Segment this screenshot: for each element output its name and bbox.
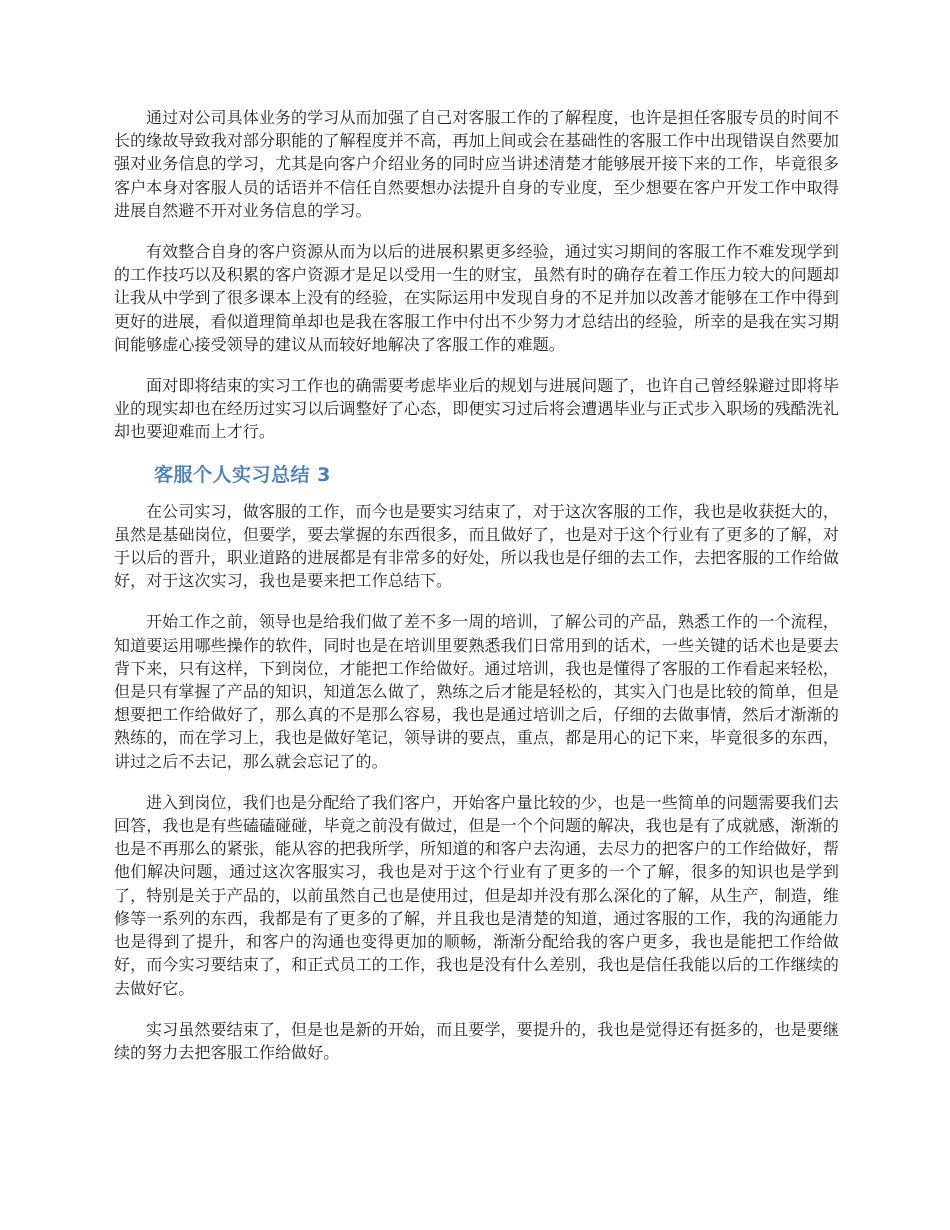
document-page bbox=[114, 106, 839, 1082]
section-heading-3: 客服个人实习总结 3 bbox=[154, 463, 331, 486]
paragraph-graduation-planning: 面对即将结束的实习工作也的确需要考虑毕业后的规划与进展问题了，也许自己曾经躲避过即将毕业的现实却也在经历过实习以后调整好了心态，即便实习过后将会遭遇毕业与正式步入职场的残酷洗礼却也要迎难而上才行。 bbox=[114, 376, 839, 442]
paragraph-training: 开始工作之前，领导也是给我们做了差不多一周的培训，了解公司的产品，熟悉工作的一个流程，知道要运用哪些操作的软件，同时也是在培训里要熟悉我们日常用到的话术，一些关键的话术也是要去背下来，只有这样，下到岗位，才能把工作给做好。通过培训，我也是懂得了客服的工作看起来轻松，但是只有掌握了产品的知识，知道怎么做了，熟练之后才能是轻松的，其实入门也是比较的简单，但是想要把工作给做好了，那么真的不是那么容易，我也是通过培训之后，仔细的去做事情，然后才渐渐的熟练的，而在学习上，我也是做好笔记，领导讲的要点，重点，都是用心的记下来，毕竟很多的东西，讲过之后不去记，那么就会忘记了的。 bbox=[114, 612, 839, 771]
paragraph-on-the-job: 进入到岗位，我们也是分配给了我们客户，开始客户量比较的少，也是一些简单的问题需要我们去回答，我也是有些磕磕碰碰，毕竟之前没有做过，但是一个个问题的解决，我也是有了成就感，渐渐的也是不再那么的紧张，能从容的把我所学，所知道的和客户去沟通，去尽力的把客户的工作给做好，帮他们解决问题，通过这次客服实习，我也是对于这个行业有了更多的一个了解，很多的知识也是学到了，特别是关于产品的，以前虽然自己也是使用过，但是却并没有那么深化的了解，从生产，制造，维修等一系列的东西，我都是有了更多的了解，并且我也是清楚的知道，通过客服的工作，我的沟通能力也是得到了提升，和客户的沟通也变得更加的顺畅，渐渐分配给我的客户更多，我也是能把工作给做好，而今实习要结束了，和正式员工的工作，我也是没有什么差别，我也是信任我能以后的工作继续的去做好它。 bbox=[114, 792, 839, 998]
paragraph-conclusion: 实习虽然要结束了，但是也是新的开始，而且要学，要提升的，我也是觉得还有挺多的，也是要继续的努力去把客服工作给做好。 bbox=[114, 1019, 839, 1062]
paragraph-business-learning: 通过对公司具体业务的学习从而加强了自己对客服工作的了解程度，也许是担任客服专员的时间不长的缘故导致我对部分职能的了解程度并不高，再加上间或会在基础性的客服工作中出现错误自然要加强对业务信息的学习，尤其是向客户介绍业务的同时应当讲述清楚才能够展开接下来的工作，毕竟很多客户本身对客服人员的话语并不信任自然要想办法提升自身的专业度，至少想要在客户开发工作中取得进展自然避不开对业务信息的学习。 bbox=[114, 108, 839, 220]
paragraph-internship-intro: 在公司实习，做客服的工作，而今也是要实习结束了，对于这次客服的工作，我也是收获挺大的，虽然是基础岗位，但要学，要去掌握的东西很多，而且做好了，也是对于这个行业有了更多的了解，对于以后的晋升，职业道路的进展都是有非常多的好处，所以我也是仔细的去工作，去把客服的工作给做好，对于这次实习，我也是要来把工作总结下。 bbox=[114, 501, 839, 591]
paragraph-customer-resources: 有效整合自身的客户资源从而为以后的进展积累更多经验，通过实习期间的客服工作不难发现学到的工作技巧以及积累的客户资源才是足以受用一生的财宝，虽然有时的确存在着工作压力较大的问题却让我从中学到了很多课本上没有的经验，在实际运用中发现自身的不足并加以改善才能够在工作中得到更好的进展，看似道理简单却也是我在客服工作中付出不少努力才总结出的经验，所幸的是我在实习期间能够虚心接受领导的建议从而较好地解决了客服工作的难题。 bbox=[114, 242, 839, 354]
